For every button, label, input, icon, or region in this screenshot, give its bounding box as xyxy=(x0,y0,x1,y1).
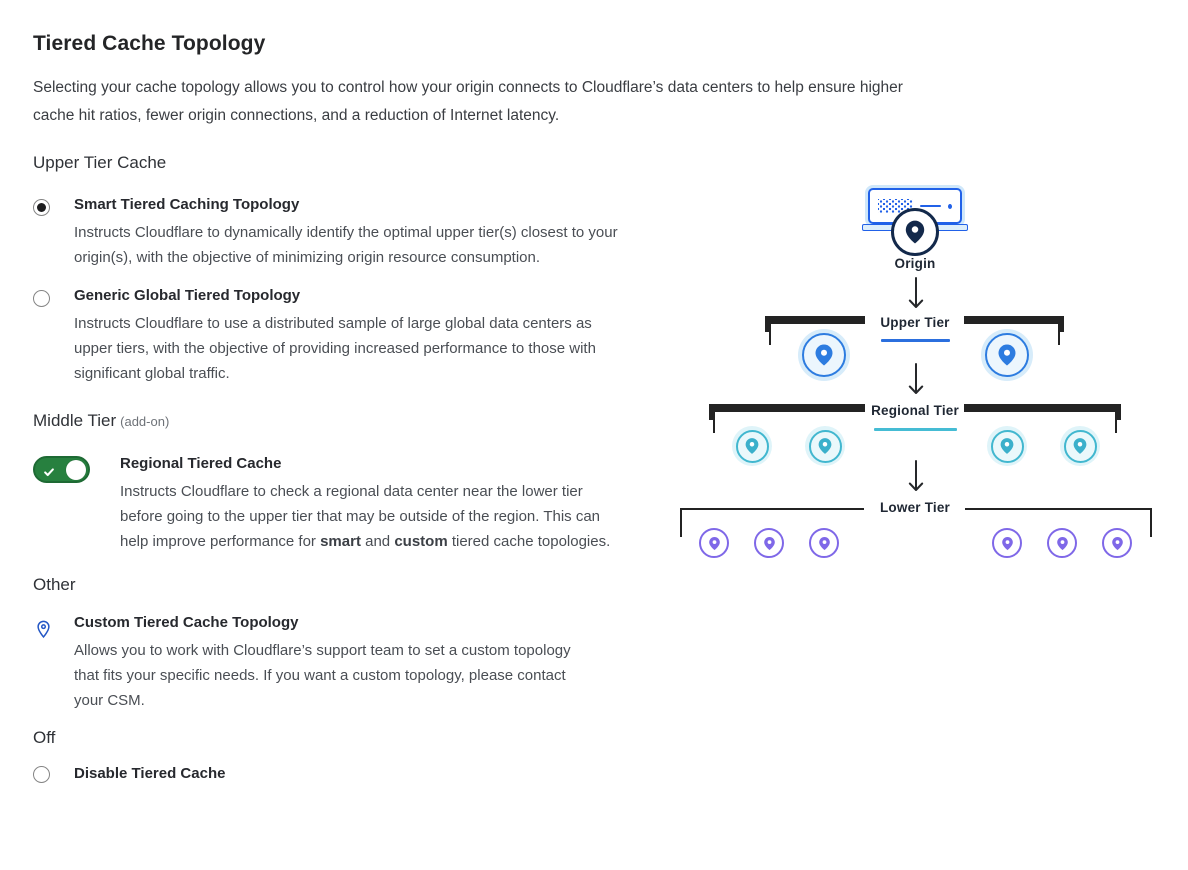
option-title: Generic Global Tiered Topology xyxy=(74,287,301,304)
arrow-down-icon xyxy=(907,277,925,314)
origin-label: Origin xyxy=(894,256,936,271)
option-disable-tiered-cache xyxy=(33,764,1188,784)
arrow-down-icon xyxy=(907,363,925,400)
toggle-knob xyxy=(66,460,86,480)
tiered-cache-topology-diagram xyxy=(662,182,1167,582)
regional-tier-bracket-left-inner xyxy=(713,410,865,433)
radio-generic-global-tiered[interactable] xyxy=(33,290,50,307)
add-on-badge: (add-on) xyxy=(120,414,170,429)
option-description: Instructs Cloudflare to dynamically identify the optimal upper tier(s) closest to your origin(s), with the objective of minimizing origin resource consumption. xyxy=(74,224,618,266)
upper-tier-label: Upper Tier xyxy=(880,315,950,330)
section-heading-middle-tier: Middle Tier (add-on) xyxy=(33,411,170,430)
regional-tier-datacenter-pin-icon xyxy=(805,426,845,466)
lower-tier-datacenter-pin-icon xyxy=(1102,528,1132,558)
option-title: Disable Tiered Cache xyxy=(74,765,226,782)
page-title: Tiered Cache Topology xyxy=(33,32,266,55)
regional-tier-datacenter-pin-icon xyxy=(1060,426,1100,466)
section-heading-off: Off xyxy=(33,728,56,747)
lower-tier-datacenter-pin-icon xyxy=(992,528,1022,558)
lower-tier-datacenter-pin-icon xyxy=(754,528,784,558)
option-description: Allows you to work with Cloudflare’s support team to set a custom topology that fits your specific needs. If you want a custom topology, please contact your CSM. xyxy=(74,642,571,709)
check-icon xyxy=(43,465,55,483)
option-description: Instructs Cloudflare to use a distributed sample of large global data centers as upper tiers, with the objective of providing increased performance to those with significant global traffic. xyxy=(74,315,596,382)
option-custom-tiered-cache xyxy=(33,613,1188,713)
regional-tier-datacenter-pin-icon xyxy=(987,426,1027,466)
origin-pin-icon xyxy=(891,208,939,256)
upper-tier-datacenter-pin-icon xyxy=(981,329,1033,381)
option-title: Regional Tiered Cache xyxy=(120,455,282,472)
regional-tier-bracket-right-inner xyxy=(964,410,1117,433)
regional-tier-label: Regional Tier xyxy=(871,403,959,418)
option-description: Instructs Cloudflare to check a regional data center near the lower tier before going to the upper tier that may be outside of the region. This can help improve performance for smart and custom tiered cache topologies. xyxy=(120,483,611,550)
lower-tier-datacenter-pin-icon xyxy=(1047,528,1077,558)
upper-tier-underline xyxy=(881,339,950,342)
regional-tiered-cache-toggle[interactable] xyxy=(33,456,90,483)
page-description: Selecting your cache topology allows you to control how your origin connects to Cloudflare’s data centers to help ensure higher cache hit ratios, fewer origin connections, and a reduction of Internet latency. xyxy=(33,79,903,124)
option-title: Custom Tiered Cache Topology xyxy=(74,614,299,631)
radio-smart-tiered-caching[interactable] xyxy=(33,199,50,216)
regional-tier-datacenter-pin-icon xyxy=(732,426,772,466)
section-heading-other: Other xyxy=(33,575,76,594)
map-pin-icon xyxy=(35,619,52,645)
upper-tier-datacenter-pin-icon xyxy=(798,329,850,381)
section-heading-upper-tier-cache: Upper Tier Cache xyxy=(33,153,167,172)
option-title: Smart Tiered Caching Topology xyxy=(74,196,300,213)
arrow-down-icon xyxy=(907,460,925,497)
lower-tier-label: Lower Tier xyxy=(879,500,951,515)
radio-disable-tiered-cache[interactable] xyxy=(33,766,50,783)
regional-tier-underline xyxy=(874,428,957,431)
lower-tier-datacenter-pin-icon xyxy=(809,528,839,558)
lower-tier-datacenter-pin-icon xyxy=(699,528,729,558)
